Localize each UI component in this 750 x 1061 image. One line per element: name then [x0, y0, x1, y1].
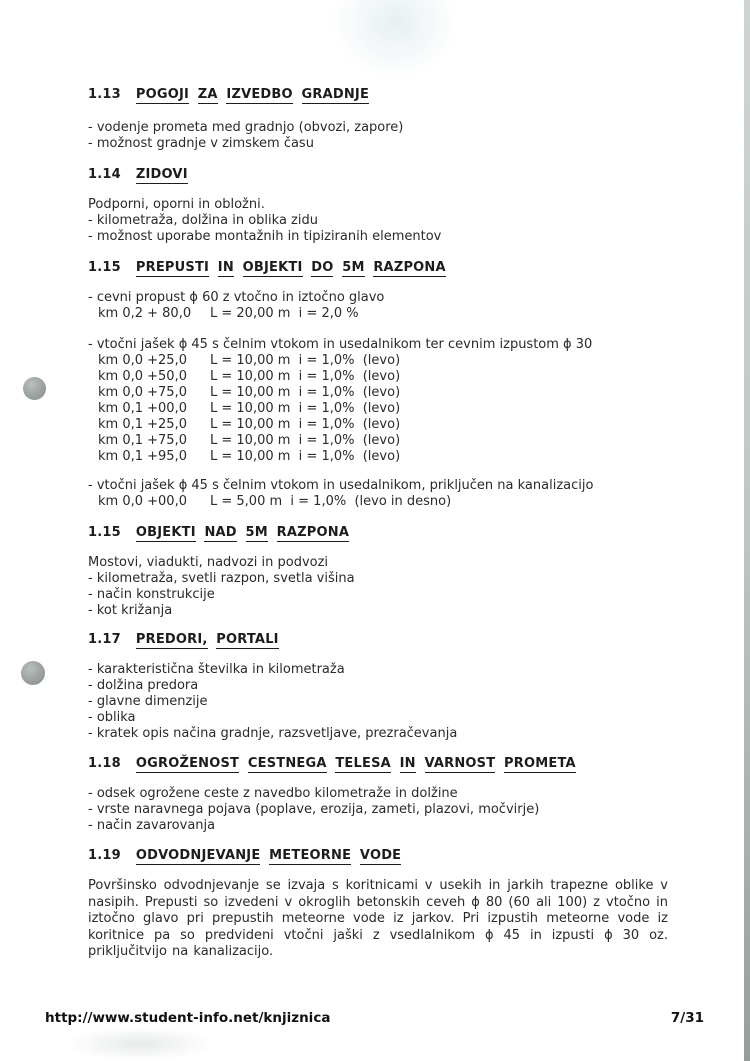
- km-station: km 0,1 +00,0: [98, 401, 187, 416]
- section-heading-1-15-prepusti: [88, 259, 668, 277]
- group-lead: - cevni propust ϕ 60 z vtočno in iztočno glavo: [88, 290, 385, 305]
- footer-url: http://www.student-info.net/knjiznica: [45, 1010, 331, 1026]
- section-number: 1.15: [88, 525, 121, 540]
- footer-page-number: 7/31: [670, 1010, 704, 1026]
- km-row: [88, 385, 668, 401]
- km-row: [88, 494, 668, 510]
- km-row: [88, 417, 668, 433]
- km-station: km 0,0 +25,0: [98, 353, 187, 368]
- list-item: - kratek opis načina gradnje, razsvetljave, prezračevanja: [88, 726, 458, 741]
- km-row: [88, 433, 668, 449]
- km-values: L = 5,00 m i = 1,0% (levo in desno): [210, 494, 452, 509]
- section-heading-1-18: [88, 755, 668, 773]
- intro-line: Podporni, oporni in obložni.: [88, 197, 265, 212]
- km-values: L = 10,00 m i = 1,0% (levo): [210, 449, 401, 464]
- section-title: POGOJI ZA IZVEDBO GRADNJE: [135, 87, 370, 102]
- list-item: - kilometraža, svetli razpon, svetla višina: [88, 571, 355, 586]
- punch-hole-bottom: [21, 661, 45, 685]
- km-values: L = 20,00 m i = 2,0 %: [210, 306, 359, 321]
- section-title: ZIDOVI: [135, 167, 188, 182]
- list-item: - vodenje prometa med gradnjo (obvozi, zapore): [88, 120, 404, 135]
- list-item: - kot križanja: [88, 603, 173, 618]
- km-station: km 0,0 +50,0: [98, 369, 187, 384]
- section-title: OGROŽENOST CESTNEGA TELESA IN VARNOST PROMETA: [135, 756, 576, 771]
- list-item: - karakteristična številka in kilometraža: [88, 662, 345, 677]
- section-heading-1-13: [88, 86, 668, 104]
- km-station: km 0,2 + 80,0: [98, 306, 192, 321]
- section-number: 1.13: [88, 87, 121, 102]
- scan-artifact-top: [330, 0, 460, 80]
- section-number: 1.14: [88, 167, 121, 182]
- km-values: L = 10,00 m i = 1,0% (levo): [210, 401, 401, 416]
- km-row: [88, 353, 668, 369]
- km-values: L = 10,00 m i = 1,0% (levo): [210, 385, 401, 400]
- list-item: - možnost gradnje v zimskem času: [88, 136, 314, 151]
- km-station: km 0,0 +75,0: [98, 385, 187, 400]
- km-row: [88, 449, 668, 465]
- section-title: ODVODNJEVANJE METEORNE VODE: [135, 848, 402, 863]
- section-number: 1.18: [88, 756, 121, 771]
- section-number: 1.17: [88, 632, 121, 647]
- km-values: L = 10,00 m i = 1,0% (levo): [210, 433, 401, 448]
- scan-edge-shadow: [744, 0, 750, 1061]
- section-title: PREPUSTI IN OBJEKTI DO 5M RAZPONA: [135, 260, 446, 275]
- km-station: km 0,1 +95,0: [98, 449, 187, 464]
- list-item: - vrste naravnega pojava (poplave, erozija, zameti, plazovi, močvirje): [88, 802, 540, 817]
- section-heading-1-17: [88, 631, 668, 649]
- list-item: - dolžina predora: [88, 678, 199, 693]
- list-item: - glavne dimenzije: [88, 694, 208, 709]
- punch-hole-top: [23, 377, 46, 400]
- list-item: - oblika: [88, 710, 136, 725]
- km-row: [88, 369, 668, 385]
- km-values: L = 10,00 m i = 1,0% (levo): [210, 417, 401, 432]
- group-lead: - vtočni jašek ϕ 45 s čelnim vtokom in usedalnikom ter cevnim izpustom ϕ 30: [88, 337, 593, 352]
- list-item: - način konstrukcije: [88, 587, 215, 602]
- section-number: 1.19: [88, 848, 121, 863]
- group-lead: - vtočni jašek ϕ 45 s čelnim vtokom in usedalnikom, priključen na kanalizacijo: [88, 478, 594, 493]
- document-content: [88, 86, 668, 961]
- section-number: 1.15: [88, 260, 121, 275]
- body-paragraph: Površinsko odvodnjevanje se izvaja s koritnicami v usekih in jarkih trapezne oblike v nasipih. Prepusti so izvedeni v okroglih betonskih ceveh ϕ 80 (60 ali 100) z vtočno in iztočno glavo pri prepustih meteorne vode iz jarkov. Pri izpustih meteorne vode iz koritnice pa so predvideni vtočni jaški z vsedlalnikom ϕ 45 in izpusti ϕ 30 oz. priključitvijo na kanalizacijo.: [88, 878, 668, 959]
- list-item: - odsek ogrožene ceste z navedbo kilometraže in dolžine: [88, 786, 458, 801]
- section-heading-1-14: [88, 166, 668, 184]
- section-title: OBJEKTI NAD 5M RAZPONA: [135, 525, 350, 540]
- km-values: L = 10,00 m i = 1,0% (levo): [210, 369, 401, 384]
- km-row: [88, 306, 668, 322]
- km-station: km 0,1 +75,0: [98, 433, 187, 448]
- scan-artifact-bottom: [70, 1028, 210, 1060]
- list-item: - možnost uporabe montažnih in tipiziranih elementov: [88, 229, 442, 244]
- km-station: km 0,1 +25,0: [98, 417, 187, 432]
- km-row: [88, 401, 668, 417]
- section-heading-1-19: [88, 847, 668, 865]
- intro-line: Mostovi, viadukti, nadvozi in podvozi: [88, 555, 329, 570]
- km-values: L = 10,00 m i = 1,0% (levo): [210, 353, 401, 368]
- section-title: PREDORI, PORTALI: [135, 632, 279, 647]
- km-station: km 0,0 +00,0: [98, 494, 187, 509]
- list-item: - kilometraža, dolžina in oblika zidu: [88, 213, 318, 228]
- section-heading-1-15-objekti: [88, 524, 668, 542]
- list-item: - način zavarovanja: [88, 818, 216, 833]
